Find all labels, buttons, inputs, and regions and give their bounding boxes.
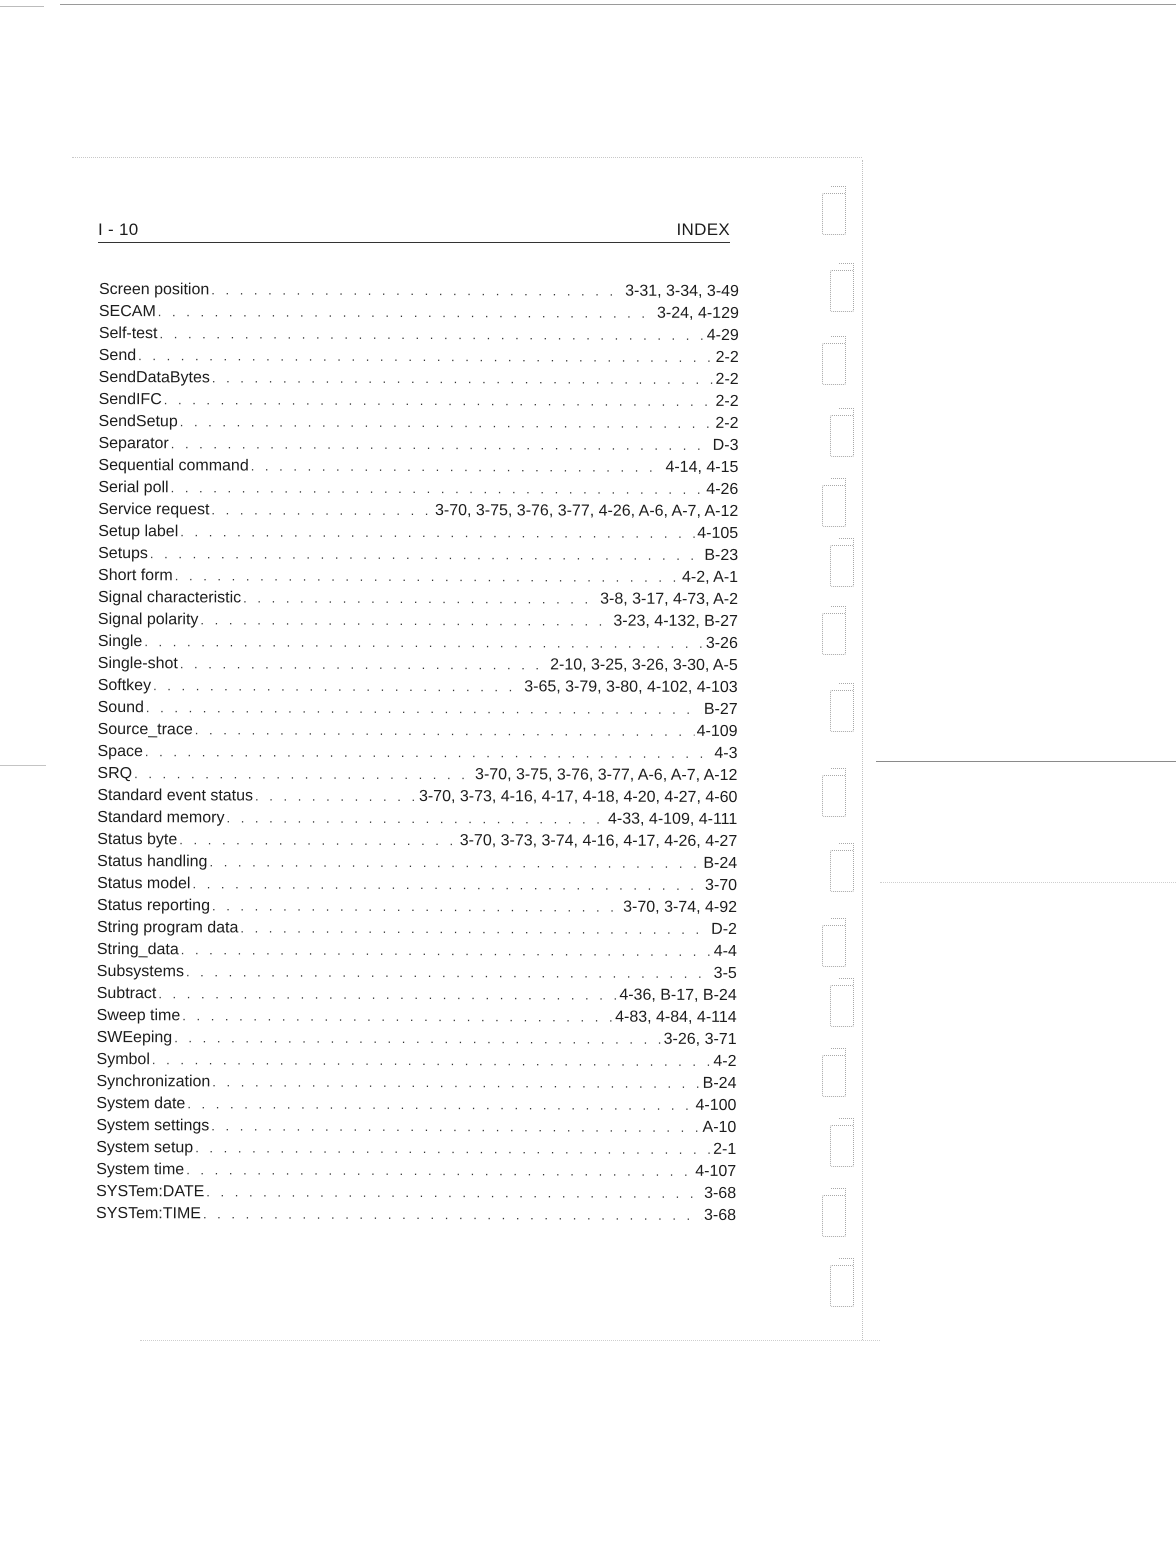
index-term: Softkey — [97, 676, 152, 695]
index-page-refs: 3-24, 4-129 — [657, 304, 739, 323]
index-entry — [99, 323, 739, 347]
scan-top-edge-left — [0, 6, 44, 7]
dot-leader — [251, 455, 664, 478]
index-page-refs: 4-2, A-1 — [682, 568, 739, 587]
index-term: SECAM — [98, 302, 156, 321]
index-term: Standard memory — [97, 808, 225, 827]
dot-leader — [159, 323, 704, 347]
index-entry — [96, 1181, 736, 1205]
page-number: I - 10 — [98, 220, 139, 239]
divider-tab — [830, 1125, 854, 1167]
index-term: Setup label — [98, 522, 179, 541]
dot-leader — [209, 851, 701, 875]
index-entry — [98, 631, 738, 655]
index-term: Space — [97, 742, 143, 761]
dot-leader — [146, 697, 702, 721]
index-term: Sweep time — [96, 1006, 181, 1025]
index-page-refs: 2-2 — [715, 348, 739, 367]
divider-tab — [822, 193, 846, 235]
dot-leader — [145, 741, 713, 765]
index-term: SendSetup — [98, 412, 178, 431]
index-page-refs: 2-10, 3-25, 3-26, 3-30, A-5 — [550, 656, 738, 675]
index-entry — [98, 675, 738, 699]
divider-tab — [830, 690, 854, 732]
index-page-refs: B-27 — [703, 700, 738, 719]
index-entry — [99, 279, 739, 303]
dot-leader — [180, 411, 714, 435]
index-page-refs: 2-2 — [715, 414, 739, 433]
index-term: Status byte — [97, 830, 178, 849]
index-term: System time — [96, 1160, 185, 1179]
index-term: SendIFC — [98, 390, 162, 409]
divider-tab — [822, 775, 846, 817]
index-page-refs: 3-68 — [704, 1184, 737, 1203]
index-entry — [97, 917, 737, 941]
index-entry — [98, 565, 738, 589]
index-page-refs: 4-26 — [706, 480, 739, 499]
dot-leader — [158, 983, 617, 1006]
index-page-refs: D-2 — [711, 920, 737, 939]
index-page-refs: B-24 — [703, 854, 738, 873]
index-term: Signal polarity — [97, 610, 199, 629]
index-term: Separator — [98, 434, 169, 453]
index-page-refs: 3-70, 3-75, 3-76, 3-77, 4-26, A-6, A-7, A-12 — [434, 502, 739, 521]
index-page-refs: 2-2 — [715, 370, 739, 389]
dot-leader — [200, 609, 611, 632]
divider-tab — [830, 850, 854, 892]
divider-tab — [830, 545, 854, 587]
dot-leader — [187, 1093, 693, 1117]
dot-leader — [134, 763, 473, 786]
divider-tab — [830, 985, 854, 1027]
index-page-refs: 4-36, B-17, B-24 — [619, 986, 737, 1005]
divider-tab — [830, 415, 854, 457]
index-page-refs: B-24 — [702, 1074, 737, 1093]
index-entry — [97, 829, 737, 853]
index-page-refs: 3-26, 3-71 — [663, 1030, 737, 1049]
dot-leader — [153, 675, 522, 698]
dot-leader — [243, 587, 598, 610]
index-entry — [98, 697, 738, 721]
index-page-refs: 3-70, 3-73, 3-74, 4-16, 4-17, 4-26, 4-27 — [459, 832, 738, 851]
divider-tab — [830, 1265, 854, 1307]
dot-leader — [180, 653, 548, 676]
index-entry — [98, 609, 738, 633]
dot-leader — [211, 499, 433, 522]
index-term: String_data — [96, 940, 179, 959]
dot-leader — [186, 961, 712, 985]
index-page-refs: 4-4 — [713, 942, 737, 961]
dot-leader — [150, 543, 702, 567]
dot-leader — [240, 917, 709, 940]
dot-leader — [226, 807, 606, 830]
index-entry — [97, 763, 737, 787]
index-page-refs: 3-8, 3-17, 4-73, A-2 — [600, 590, 739, 609]
index-entry — [97, 741, 737, 765]
index-entry — [97, 1027, 737, 1051]
index-page-refs: 4-14, 4-15 — [665, 458, 739, 477]
index-entry — [96, 1159, 736, 1183]
index-entry — [97, 983, 737, 1007]
index-page-refs: D-3 — [712, 436, 739, 455]
dot-leader — [211, 1115, 700, 1139]
index-term: System setup — [96, 1138, 194, 1157]
divider-tab — [822, 613, 846, 655]
dot-leader — [180, 521, 695, 545]
index-entry — [97, 807, 737, 831]
page-header — [98, 218, 730, 243]
index-entry — [97, 785, 737, 809]
dot-leader — [211, 279, 623, 302]
scan-top-edge — [60, 4, 1176, 5]
dot-leader — [181, 939, 712, 963]
index-term: Single — [97, 632, 143, 651]
index-entry — [98, 499, 738, 523]
index-page-refs: 4-109 — [696, 722, 738, 741]
index-term: Self-test — [98, 324, 158, 343]
index-term: SWEeping — [96, 1028, 173, 1047]
index-term: Standard event status — [97, 786, 254, 805]
index-term: System date — [96, 1094, 186, 1113]
dot-leader — [212, 1071, 700, 1095]
dot-leader — [182, 1005, 613, 1028]
index-entry — [98, 433, 738, 457]
dot-leader — [171, 433, 711, 457]
index-entry — [97, 961, 737, 985]
index-term: SYSTem:DATE — [96, 1182, 205, 1201]
index-entry — [96, 1093, 736, 1117]
index-term: Status reporting — [97, 896, 211, 915]
divider-tab — [822, 485, 846, 527]
index-term: Status model — [97, 874, 191, 893]
scan-mid-edge-left — [0, 765, 46, 766]
dot-leader — [179, 829, 458, 852]
dot-leader — [171, 477, 705, 501]
dot-leader — [212, 895, 621, 918]
index-term: Subsystems — [96, 962, 184, 981]
index-page-refs: 3-23, 4-132, B-27 — [613, 612, 738, 631]
index-entry — [99, 411, 739, 435]
dot-leader — [175, 565, 680, 589]
index-page-refs: 3-26 — [705, 634, 738, 653]
divider-tab — [830, 270, 854, 312]
index-entry — [99, 345, 739, 369]
index-term: Sequential command — [98, 456, 249, 475]
index-entry — [96, 1115, 736, 1139]
index-entry — [98, 587, 738, 611]
dot-leader — [195, 719, 695, 743]
index-term: Synchronization — [96, 1072, 211, 1091]
divider-tab — [822, 1195, 846, 1237]
dot-leader — [138, 345, 714, 369]
index-page-refs: 4-29 — [706, 326, 739, 345]
index-page-refs: A-10 — [702, 1118, 737, 1137]
index-entry — [96, 1203, 736, 1227]
index-page-refs: 4-100 — [695, 1096, 737, 1115]
index-page-refs: 2-2 — [715, 392, 739, 411]
scan-bottom-frame — [140, 1340, 880, 1341]
index-term: Service request — [98, 500, 210, 519]
dot-leader — [164, 389, 714, 413]
dot-leader — [255, 785, 417, 808]
index-term: Subtract — [96, 984, 157, 1003]
scan-faint-rule — [72, 157, 862, 158]
index-term: Send — [98, 346, 137, 365]
index-term: SYSTem:TIME — [96, 1204, 201, 1223]
index-tab-strip — [818, 185, 878, 1315]
index-entry — [98, 521, 738, 545]
index-term: SRQ — [97, 764, 133, 783]
index-page-refs: 3-70, 3-74, 4-92 — [623, 898, 738, 917]
index-page-refs: 3-31, 3-34, 3-49 — [625, 282, 739, 301]
index-entry — [99, 367, 739, 391]
index-page-refs: 4-83, 4-84, 4-114 — [615, 1008, 737, 1027]
dot-leader — [186, 1159, 693, 1183]
dot-leader — [206, 1181, 702, 1205]
index-entry — [97, 939, 737, 963]
index-page-refs: 3-70 — [705, 876, 738, 895]
index-entry — [97, 1049, 737, 1073]
index-term: Screen position — [98, 281, 210, 299]
index-term: Serial poll — [98, 478, 169, 497]
index-list — [96, 279, 739, 1227]
index-term: Status handling — [97, 852, 208, 871]
page-title: INDEX — [676, 220, 730, 239]
index-page-refs: 4-105 — [697, 524, 739, 543]
index-entry — [97, 851, 737, 875]
index-entry — [96, 1137, 736, 1161]
index-term: Symbol — [96, 1050, 150, 1069]
index-entry — [99, 389, 739, 413]
index-term: SendDataBytes — [98, 368, 210, 387]
dot-leader — [158, 301, 655, 325]
divider-tab — [822, 343, 846, 385]
index-page-refs: 3-5 — [713, 964, 737, 983]
index-term: Single-shot — [97, 654, 178, 673]
index-page-refs: 3-68 — [704, 1206, 737, 1225]
index-page-refs: 4-33, 4-109, 4-111 — [607, 810, 738, 829]
divider-tab — [822, 925, 846, 967]
index-term: Sound — [97, 698, 144, 717]
index-page-refs: 3-70, 3-75, 3-76, 3-77, A-6, A-7, A-12 — [475, 766, 738, 785]
index-entry — [98, 455, 738, 479]
dot-leader — [152, 1049, 712, 1073]
index-page-refs: 4-3 — [714, 744, 738, 763]
index-entry — [97, 873, 737, 897]
index-entry — [97, 895, 737, 919]
index-entry — [99, 301, 739, 325]
scan-row-rule — [880, 882, 1176, 883]
index-term: Setups — [98, 544, 148, 563]
index-term: System settings — [96, 1116, 210, 1135]
dot-leader — [174, 1027, 662, 1051]
index-term: String program data — [96, 918, 239, 937]
index-page-refs: 4-2 — [713, 1052, 737, 1071]
index-entry — [96, 1071, 736, 1095]
index-entry — [98, 653, 738, 677]
index-entry — [98, 543, 738, 567]
divider-tab — [822, 1055, 846, 1097]
index-term: Signal characteristic — [97, 588, 242, 607]
index-page-refs: 3-65, 3-79, 3-80, 4-102, 4-103 — [524, 678, 738, 697]
dot-leader — [212, 367, 714, 391]
dot-leader — [192, 873, 703, 897]
index-page-refs: 4-107 — [695, 1162, 737, 1181]
dot-leader — [195, 1137, 711, 1161]
index-term: Source_trace — [97, 720, 193, 739]
scan-mid-edge — [876, 761, 1176, 762]
dot-leader — [144, 631, 704, 655]
index-page-refs: 3-70, 3-73, 4-16, 4-17, 4-18, 4-20, 4-27, 4-60 — [418, 788, 738, 807]
index-entry — [97, 1005, 737, 1029]
index-page-refs: 2-1 — [713, 1140, 737, 1159]
index-term: Short form — [98, 566, 173, 585]
dot-leader — [203, 1203, 702, 1227]
index-entry — [98, 477, 738, 501]
index-page-refs: B-23 — [704, 546, 739, 565]
index-entry — [98, 719, 738, 743]
